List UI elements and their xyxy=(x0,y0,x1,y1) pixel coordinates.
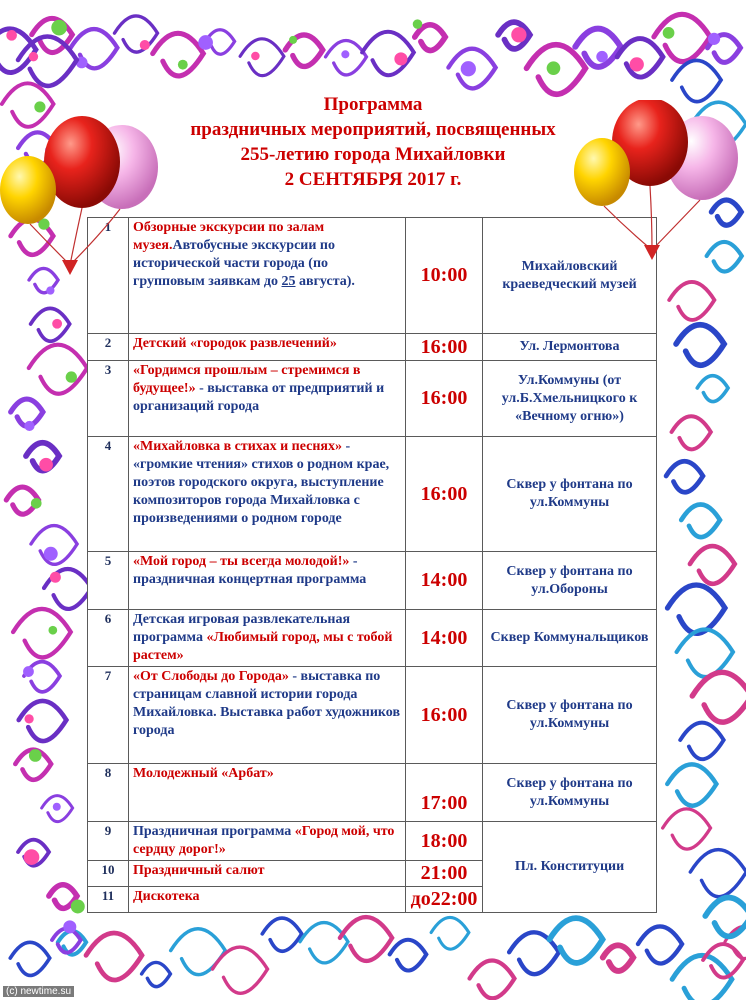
ribbon-swirl xyxy=(86,933,142,980)
confetti-dot xyxy=(394,52,407,65)
ribbon-swirl xyxy=(390,940,427,971)
event-time: 10:00 xyxy=(406,218,483,334)
confetti-dot xyxy=(251,52,260,61)
table-row xyxy=(88,437,657,552)
ribbon-swirl xyxy=(153,33,204,76)
ribbon-swirl xyxy=(692,672,746,722)
description-segment: «От Слободы до Города» xyxy=(133,669,289,684)
ribbon-swirl xyxy=(697,376,728,402)
balloons-right-icon xyxy=(572,100,746,270)
ribbon-swirl xyxy=(415,25,445,51)
ribbon-swirl xyxy=(617,39,663,77)
confetti-dot xyxy=(413,19,422,28)
row-number: 11 xyxy=(88,887,129,913)
ribbon-swirl xyxy=(663,809,711,849)
event-description xyxy=(129,764,406,822)
ribbon-swirl xyxy=(431,917,469,949)
ribbon-swirl xyxy=(672,60,721,101)
confetti-dot xyxy=(178,60,188,70)
ribbon-swirl xyxy=(703,944,743,978)
ribbon-swirl xyxy=(142,962,171,986)
row-number: 8 xyxy=(88,764,129,822)
event-description xyxy=(129,437,406,552)
confetti-dot xyxy=(50,572,61,583)
confetti-dot xyxy=(52,319,62,329)
confetti-dot xyxy=(547,61,561,75)
event-time: 18:00 xyxy=(406,822,483,861)
ribbon-swirl xyxy=(666,461,703,492)
event-place: Сквер у фонтана по ул.Коммуны xyxy=(483,764,657,822)
row-number: 9 xyxy=(88,822,129,861)
row-number: 2 xyxy=(88,334,129,361)
event-place: Сквер у фонтана по ул.Коммуны xyxy=(483,667,657,764)
row-number: 5 xyxy=(88,552,129,610)
confetti-dot xyxy=(31,498,42,509)
description-segment: «Любимый город, мы с тобой растем» xyxy=(133,630,393,663)
event-description xyxy=(129,822,406,861)
confetti-dot xyxy=(24,849,40,865)
event-description xyxy=(129,667,406,764)
confetti-dot xyxy=(140,40,150,50)
confetti-dot xyxy=(6,30,17,41)
description-segment: - праздничная концертная программа xyxy=(133,554,367,587)
ribbon-swirl xyxy=(680,723,723,760)
confetti-dot xyxy=(23,666,34,677)
description-segment: Автобусные экскурсии по исторической части города (по групповым заявкам до xyxy=(133,238,335,289)
table-row xyxy=(88,667,657,764)
description-segment: Детская игровая развлекательная программа xyxy=(133,612,351,645)
confetti-dot xyxy=(34,101,45,112)
event-time: 16:00 xyxy=(406,334,483,361)
confetti-dot xyxy=(24,421,34,431)
table-row xyxy=(88,822,657,861)
description-segment: Молодежный «Арбат» xyxy=(133,766,274,781)
description-segment: августа). xyxy=(295,274,355,289)
event-description xyxy=(129,552,406,610)
ribbon-swirl xyxy=(213,947,268,993)
page-title xyxy=(130,92,616,192)
event-description xyxy=(129,218,406,334)
description-segment: Детский «городок развлечений» xyxy=(133,336,337,351)
confetti-dot xyxy=(24,714,33,723)
confetti-dot xyxy=(63,920,76,933)
table-row xyxy=(88,764,657,822)
confetti-dot xyxy=(29,52,38,61)
event-time: 16:00 xyxy=(406,437,483,552)
ribbon-swirl xyxy=(705,898,746,937)
event-place: Пл. Конституции xyxy=(483,822,657,913)
ribbon-swirl xyxy=(262,918,301,951)
ribbon-swirl xyxy=(240,39,284,76)
confetti-dot xyxy=(663,27,675,39)
event-place: Сквер у фонтана по ул.Обороны xyxy=(483,552,657,610)
confetti-dot xyxy=(596,51,608,63)
event-description xyxy=(129,887,406,913)
description-segment: «Гордимся прошлым – стремимся в будущее!» xyxy=(133,363,361,396)
ribbon-swirl xyxy=(470,961,515,999)
event-time: 17:00 xyxy=(406,764,483,822)
event-description xyxy=(129,861,406,887)
event-description xyxy=(129,610,406,667)
description-segment: «Город мой, что сердцу дорог!» xyxy=(133,824,395,857)
ribbon-swirl xyxy=(300,923,348,963)
table-row xyxy=(88,552,657,610)
event-time: 16:00 xyxy=(406,361,483,437)
description-segment: - выставка от предприятий и организаций города xyxy=(133,381,385,414)
confetti-dot xyxy=(44,547,58,561)
ribbon-swirl xyxy=(29,345,87,394)
watermark: (c) newtime.su xyxy=(3,986,74,997)
description-segment: Дискотека xyxy=(133,889,200,904)
title-line-4: 2 СЕНТЯБРЯ 2017 г. xyxy=(284,169,462,190)
table-row xyxy=(88,334,657,361)
description-segment: «Михайловка в стихах и песнях» xyxy=(133,439,342,454)
balloons-left-icon xyxy=(0,115,165,285)
event-place: Сквер у фонтана по ул.Коммуны xyxy=(483,437,657,552)
ribbon-swirl xyxy=(638,926,682,963)
row-number: 7 xyxy=(88,667,129,764)
ribbon-swirl xyxy=(10,942,49,975)
confetti-dot xyxy=(630,57,644,71)
ribbon-swirl xyxy=(114,16,157,52)
ribbon-swirl xyxy=(13,609,71,657)
ribbon-swirl xyxy=(669,282,714,320)
confetti-dot xyxy=(708,33,720,45)
row-number: 4 xyxy=(88,437,129,552)
table-row xyxy=(88,361,657,437)
program-table xyxy=(87,217,657,913)
confetti-dot xyxy=(51,20,67,36)
event-time: 14:00 xyxy=(406,552,483,610)
confetti-dot xyxy=(461,61,476,76)
description-segment: Праздничная программа xyxy=(133,824,295,839)
ribbon-swirl xyxy=(362,32,414,75)
ribbon-swirl xyxy=(690,546,735,584)
description-segment: - «громкие чтения» стихов о родном крае, поэтов городского округа, выступление композиторов города Михайловка с произведениями о родном городе xyxy=(133,439,390,526)
confetti-dot xyxy=(53,803,61,811)
description-segment: Обзорные экскурсии по залам музея. xyxy=(133,220,325,253)
confetti-dot xyxy=(46,286,54,294)
ribbon-swirl xyxy=(667,764,716,805)
ribbon-swirl xyxy=(171,929,226,975)
ribbon-swirl xyxy=(672,416,711,449)
table-row xyxy=(88,610,657,667)
ribbon-swirl xyxy=(690,850,746,897)
event-place: Сквер Коммунальщиков xyxy=(483,610,657,667)
event-description xyxy=(129,361,406,437)
event-place: Михайловский краеведческий музей xyxy=(483,218,657,334)
description-segment: 25 xyxy=(281,274,296,289)
confetti-dot xyxy=(198,35,213,50)
description-segment: Праздничный салют xyxy=(133,863,265,878)
confetti-dot xyxy=(48,626,57,635)
event-time: до22:00 xyxy=(406,887,483,913)
row-number: 3 xyxy=(88,361,129,437)
event-time: 21:00 xyxy=(406,861,483,887)
row-number: 1 xyxy=(88,218,129,334)
event-time: 16:00 xyxy=(406,667,483,764)
event-time: 14:00 xyxy=(406,610,483,667)
confetti-dot xyxy=(289,36,297,44)
title-line-3: 255-летию города Михайловки xyxy=(240,144,506,165)
event-place: Ул.Коммуны (от ул.Б.Хмельницкого к «Вечному огню») xyxy=(483,361,657,437)
ribbon-swirl xyxy=(31,308,70,341)
title-line-1: Программа xyxy=(323,94,423,115)
event-place: Ул. Лермонтова xyxy=(483,334,657,361)
row-number: 10 xyxy=(88,861,129,887)
confetti-dot xyxy=(341,50,349,58)
description-segment: «Мой город – ты всегда молодой!» xyxy=(133,554,350,569)
ribbon-swirl xyxy=(676,325,724,365)
event-description xyxy=(129,334,406,361)
title-line-2: праздничных мероприятий, посвященных xyxy=(190,119,556,140)
confetti-dot xyxy=(66,371,77,382)
confetti-dot xyxy=(511,27,526,42)
ribbon-swirl xyxy=(667,585,725,633)
row-number: 6 xyxy=(88,610,129,667)
ribbon-swirl xyxy=(603,945,633,971)
ribbon-swirl xyxy=(681,505,720,538)
confetti-dot xyxy=(71,899,85,913)
description-segment: - выставка по страницам славной истории города Михайловка. Выставка работ художников города xyxy=(133,669,401,738)
confetti-dot xyxy=(29,749,42,762)
confetti-dot xyxy=(39,458,53,472)
